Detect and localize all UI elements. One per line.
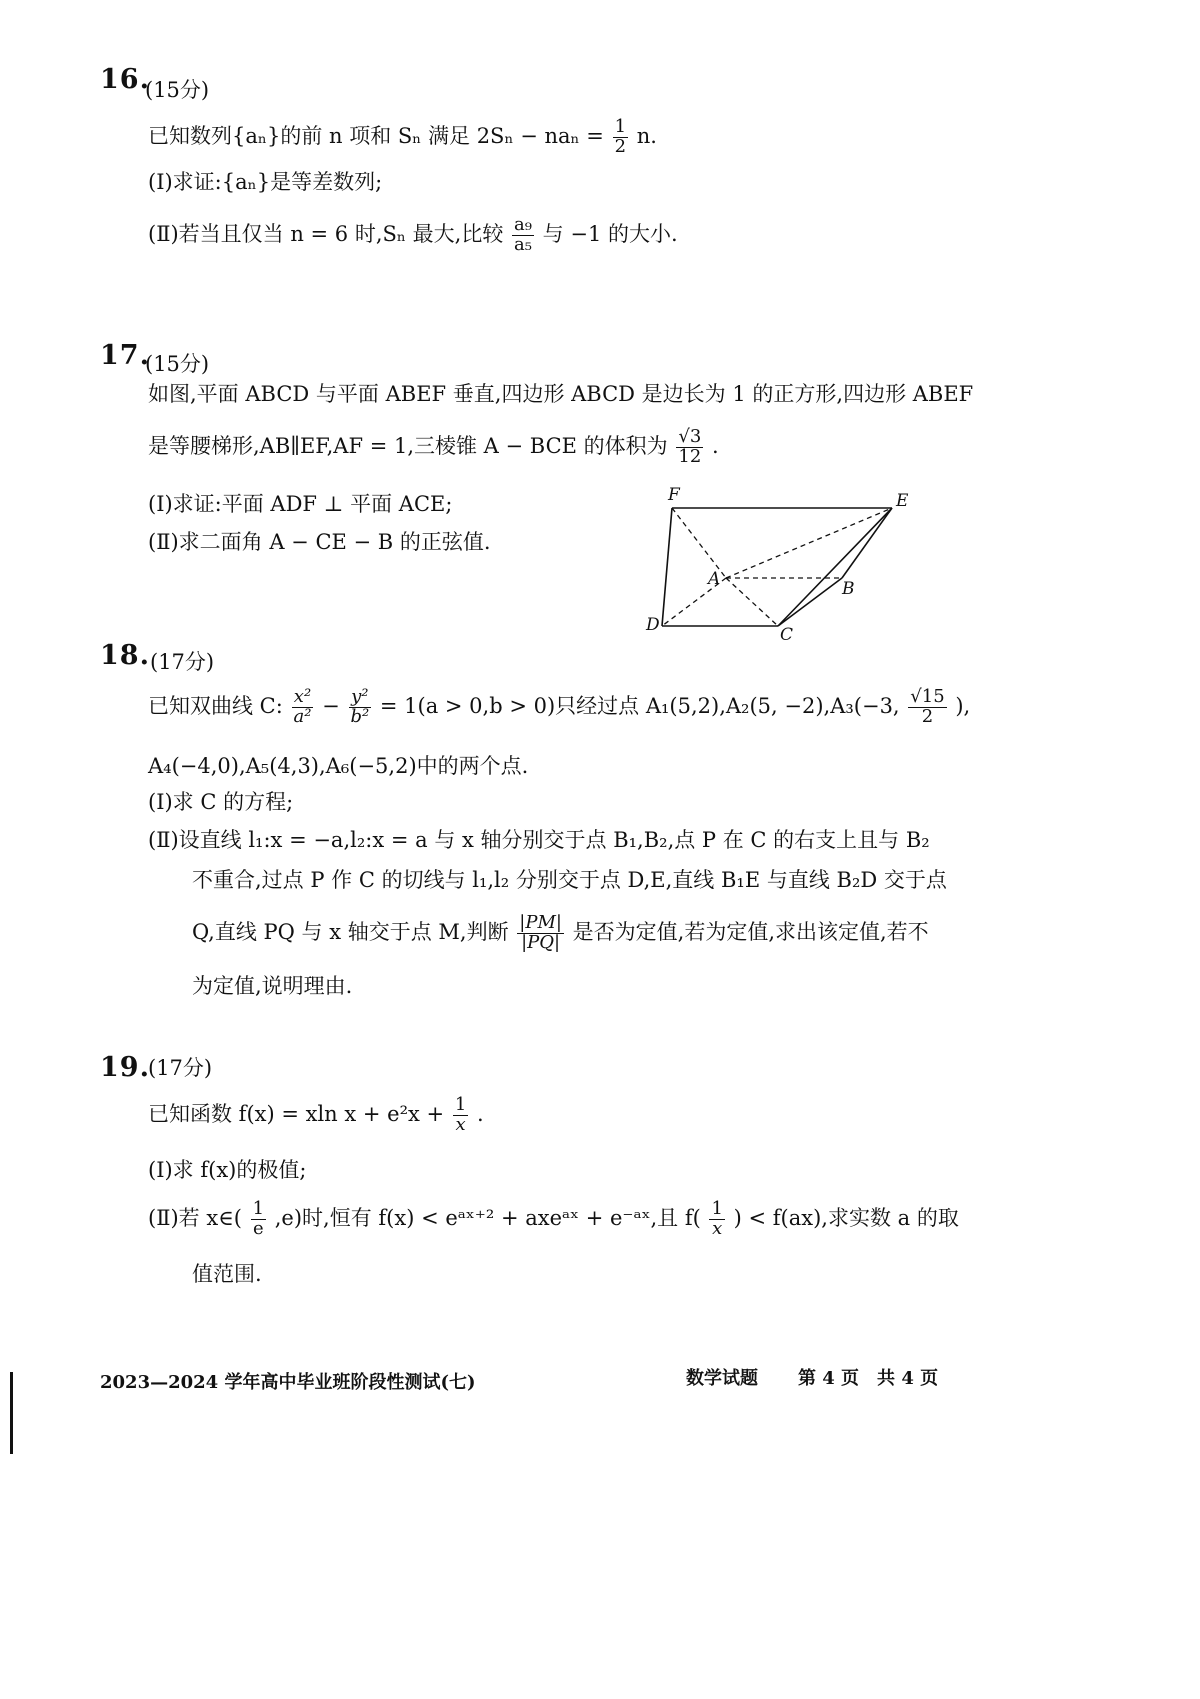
q18-line1-text: 已知双曲线 C: [148, 693, 283, 718]
q17-part2: (Ⅱ)求二面角 A − CE − B 的正弦值. [148, 530, 491, 554]
scan-margin-mark [10, 1372, 13, 1454]
q17-line1: 如图,平面 ABCD 与平面 ABEF 垂直,四边形 ABCD 是边长为 1 的正方形,四边形 ABEF [148, 382, 974, 406]
q18-line1-mid: = 1(a > 0,b > 0)只经过点 A₁(5,2),A₂(5, −2),A₃(−3, [379, 693, 900, 718]
q19-part2-line1 [148, 1200, 959, 1239]
q16-part2 [148, 216, 678, 255]
q19-stem-text: 已知函数 f(x) = xln x + e²x + [148, 1101, 445, 1126]
q17-volume-fraction: $\frac{√3}{12}$ [678, 426, 702, 467]
q19-number: 19. [100, 1052, 150, 1083]
q19-points: (17分) [148, 1056, 213, 1080]
q16-part2-text: (Ⅱ)若当且仅当 n = 6 时,Sₙ 最大,比较 [148, 221, 504, 246]
q18-part2-line3-end: 是否为定值,若为定值,求出该定值,若不 [572, 919, 929, 944]
q16-stem [148, 118, 657, 157]
q17-geometry-figure [630, 478, 930, 648]
q18-line1 [148, 688, 970, 727]
q17-line2-text: 是等腰梯形,AB∥EF,AF = 1,三棱锥 A − BCE 的体积为 [148, 433, 668, 458]
q18-part1: (Ⅰ)求 C 的方程; [148, 790, 294, 814]
q18-part2-line3 [192, 914, 929, 953]
footer-page-number: 第 4 页 共 4 页 [798, 1368, 939, 1389]
q19-one-over-e: $\frac{1}{e}$ [252, 1198, 265, 1239]
footer-exam-title: 2023—2024 学年高中毕业班阶段性测试(七) [100, 1372, 476, 1393]
edge-FA [672, 508, 726, 578]
q19-part1: (Ⅰ)求 f(x)的极值; [148, 1158, 307, 1182]
q17-number: 17. [100, 340, 150, 371]
q18-line2: A₄(−4,0),A₅(4,3),A₆(−5,2)中的两个点. [148, 754, 529, 778]
edge-BC [778, 578, 842, 626]
edge-FD [662, 508, 672, 626]
q19-part2-end: ) < f(ax),求实数 a 的取 [733, 1205, 959, 1230]
q16-points: (15分) [145, 78, 210, 102]
q16-part2-end: 与 −1 的大小. [542, 221, 678, 246]
label-A: A [708, 569, 721, 589]
q16-stem-text: 已知数列{aₙ}的前 n 项和 Sₙ 满足 2Sₙ − naₙ = [148, 123, 604, 148]
q19-part2-line2: 值范围. [192, 1262, 262, 1286]
edge-EC [778, 508, 892, 626]
q16-stem-end: n. [636, 123, 657, 148]
label-D: D [646, 615, 660, 635]
q16-number: 16. [100, 64, 150, 95]
q19-stem-fraction: $\frac{1}{x}$ [454, 1094, 467, 1135]
q18-part2-line4: 为定值,说明理由. [192, 974, 353, 998]
label-B: B [842, 579, 855, 599]
q18-part2-line1: (Ⅱ)设直线 l₁:x = −a,l₂:x = a 与 x 轴分别交于点 B₁,B₂,点 P 在 C 的右支上且与 B₂ [148, 828, 930, 852]
q18-part2-line3-text: Q,直线 PQ 与 x 轴交于点 M,判断 [192, 919, 509, 944]
q18-part2-line2: 不重合,过点 P 作 C 的切线与 l₁,l₂ 分别交于点 D,E,直线 B₁E 与直线 B₂D 交于点 [192, 868, 947, 892]
q19-part2-mid: ,e)时,恒有 f(x) < eᵃˣ⁺² + axeᵃˣ + e⁻ᵃˣ,且 f( [274, 1205, 701, 1230]
q18-y2-over-b2: $\frac{\text{y²}}{\text{b²}}$ [350, 686, 370, 727]
q18-minus: − [322, 693, 340, 718]
q18-line1-end: ), [955, 693, 971, 718]
q17-part1: (Ⅰ)求证:平面 ADF ⊥ 平面 ACE; [148, 492, 453, 516]
q17-points: (15分) [145, 352, 210, 376]
edge-AC [726, 578, 778, 626]
q19-stem-end: . [476, 1101, 484, 1126]
label-F: F [668, 485, 680, 505]
q16-part1: (Ⅰ)求证:{aₙ}是等差数列; [148, 170, 383, 194]
label-E: E [896, 491, 909, 511]
footer-subject: 数学试题 [686, 1368, 758, 1389]
label-C: C [780, 625, 794, 645]
q16-stem-fraction: $\frac{1}{2}$ [614, 116, 627, 157]
q19-part2-text: (Ⅱ)若 x∈( [148, 1205, 242, 1230]
q18-pm-over-pq: $\frac{|PM|}{|PQ|}$ [519, 912, 562, 953]
q18-x2-over-a2: $\frac{\text{x²}}{\text{a²}}$ [293, 686, 312, 727]
q16-part2-fraction: $\frac{\text{a₉}}{\text{a₅}}$ [514, 214, 532, 255]
q18-number: 18. [100, 640, 150, 671]
q17-line2 [148, 428, 719, 467]
q19-stem [148, 1096, 484, 1135]
q18-sqrt15-over-2: $\frac{√15}{2}$ [910, 686, 945, 727]
q18-points: (17分) [150, 650, 215, 674]
q19-one-over-x: $\frac{1}{x}$ [711, 1198, 723, 1239]
q17-line2-end: . [711, 433, 719, 458]
